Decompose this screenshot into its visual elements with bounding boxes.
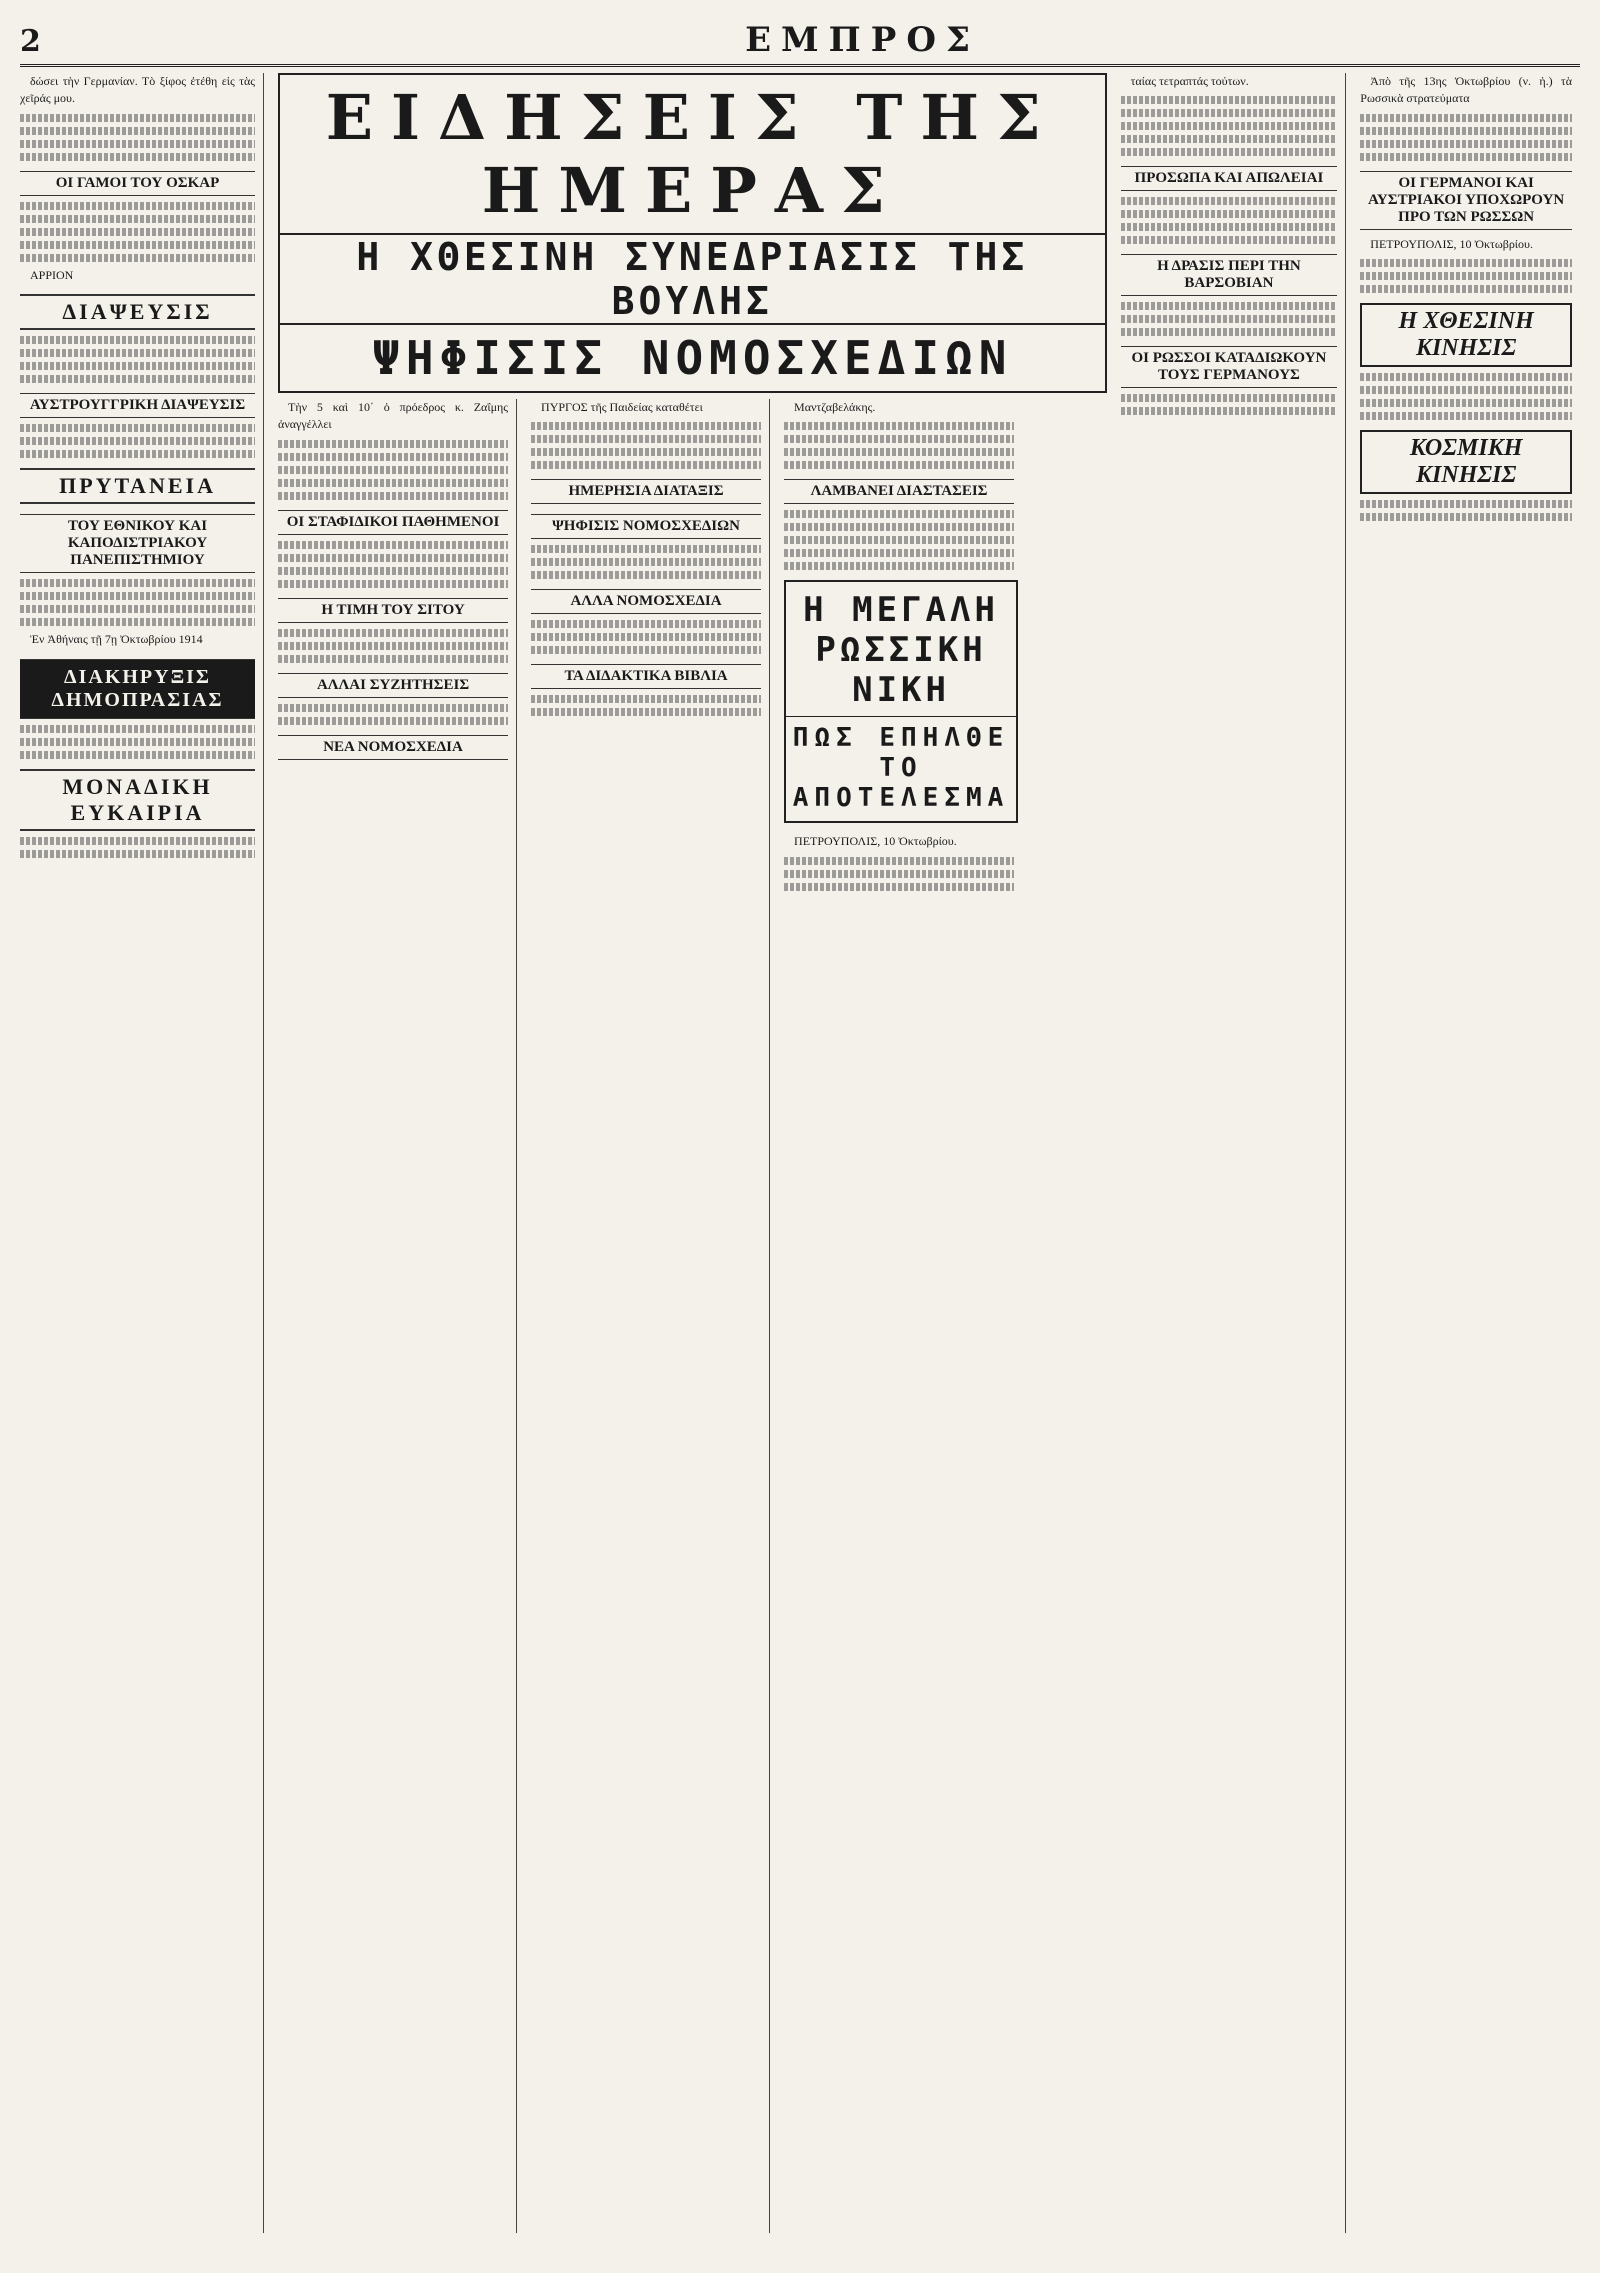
heading: ΔΙΑΚΗΡΥΞΙΣ ΔΗΜΟΠΡΑΣΙΑΣ	[20, 659, 255, 719]
heading: ΤΟΥ ΕΘΝΙΚΟΥ ΚΑΙ ΚΑΠΟΔΙΣΤΡΙΑΚΟΥ ΠΑΝΕΠΙΣΤΗΜΙΟΥ	[20, 514, 255, 573]
heading: ΠΡΟΣΩΠΑ ΚΑΙ ΑΠΩΛΕΙΑΙ	[1121, 166, 1338, 191]
signature: ΑΡΡΙΟΝ	[30, 267, 74, 282]
heading: ΚΟΣΜΙΚΗ ΚΙΝΗΣΙΣ	[1360, 430, 1572, 494]
heading: ΠΡΥΤΑΝΕΙΑ	[20, 468, 255, 504]
running-head	[20, 20, 1580, 67]
heading: Η ΔΡΑΣΙΣ ΠΕΡΙ ΤΗΝ ΒΑΡΣΟΒΙΑΝ	[1121, 254, 1338, 296]
banner-kicker: ΨΗΦΙΣΙΣ ΝΟΜΟΣΧΕΔΙΩΝ	[372, 331, 1013, 385]
heading: ΑΛΛΑΙ ΣΥΖΗΤΗΣΕΙΣ	[278, 673, 508, 698]
heading: ΟΙ ΓΕΡΜΑΝΟΙ ΚΑΙ ΑΥΣΤΡΙΑΚΟΙ ΥΠΟΧΩΡΟΥΝ ΠΡΟ ΤΩΝ ΡΩΣΣΩΝ	[1360, 171, 1572, 230]
article-text: Ἀπὸ τῆς 13ης Ὀκτωβρίου (ν. ἡ.) τὰ Ρωσσικὰ στρατεύματα	[1360, 74, 1572, 106]
inner-columns	[278, 399, 1107, 2233]
banner-subtitle: Η ΧΘΕΣΙΝΗ ΣΥΝΕΔΡΙΑΣΙΣ ΤΗΣ ΒΟΥΛΗΣ	[280, 233, 1105, 325]
heading: ΔΙΑΨΕΥΣΙΣ	[20, 294, 255, 330]
article-text: Τὴν 5 καὶ 10΄ ὁ πρόεδρος κ. Ζαΐμης ἀναγγέλλει	[278, 400, 509, 432]
heading: ΟΙ ΓΑΜΟΙ ΤΟΥ ΟΣΚΑΡ	[20, 171, 255, 196]
page-number: 2	[20, 24, 41, 59]
article-text: Μαντζαβελάκης.	[794, 400, 876, 414]
russia-headline-2: ΠΩΣ ΕΠΗΛΘΕ ΤΟ ΑΠΟΤΕΛΕΣΜΑ	[786, 716, 1016, 813]
heading: ΗΜΕΡΗΣΙΑ ΔΙΑΤΑΞΙΣ	[531, 479, 761, 504]
date-line: Ἐν Ἀθήναις τῇ 7ῃ Ὀκτωβρίου 1914	[30, 632, 203, 647]
banner	[278, 73, 1107, 393]
article-text: ΠΥΡΓΟΣ τῆς Παιδείας καταθέτει	[541, 400, 703, 414]
russia-headline-1: Η ΜΕΓΑΛΗ ΡΩΣΣΙΚΗ ΝΙΚΗ	[803, 590, 999, 711]
column-3	[531, 399, 770, 2233]
column-1	[20, 73, 264, 2233]
masthead: ΕΜΠΡΟΣ	[745, 20, 980, 60]
heading: ΤΑ ΔΙΔΑΚΤΙΚΑ ΒΙΒΛΙΑ	[531, 664, 761, 689]
column-5	[1121, 73, 1347, 2233]
heading: ΟΙ ΡΩΣΣΟΙ ΚΑΤΑΔΙΩΚΟΥΝ ΤΟΥΣ ΓΕΡΜΑΝΟΥΣ	[1121, 346, 1338, 388]
byline: ΠΕΤΡΟΥΠΟΛΙΣ, 10 Ὀκτωβρίου.	[794, 834, 957, 849]
russia-headline	[784, 580, 1018, 823]
column-6	[1360, 73, 1580, 2233]
heading: ΝΕΑ ΝΟΜΟΣΧΕΔΙΑ	[278, 735, 508, 760]
heading: Η ΧΘΕΣΙΝΗ ΚΙΝΗΣΙΣ	[1360, 303, 1572, 367]
column-4	[784, 399, 1022, 2233]
newspaper-page	[20, 20, 1580, 2233]
heading: Η ΤΙΜΗ ΤΟΥ ΣΙΤΟΥ	[278, 598, 508, 623]
heading: ΑΥΣΤΡΟΥΓΓΡΙΚΗ ΔΙΑΨΕΥΣΙΣ	[20, 393, 255, 418]
heading: ΛΑΜΒΑΝΕΙ ΔΙΑΣΤΑΣΕΙΣ	[784, 479, 1014, 504]
heading: ΑΛΛΑ ΝΟΜΟΣΧΕΔΙΑ	[531, 589, 761, 614]
byline: ΠΕΤΡΟΥΠΟΛΙΣ, 10 Ὀκτωβρίου.	[1370, 236, 1533, 251]
heading: ΨΗΦΙΣΙΣ ΝΟΜΟΣΧΕΔΙΩΝ	[531, 514, 761, 539]
banner-title: ΕΙΔΗΣΕΙΣ ΤΗΣ ΗΜΕΡΑΣ	[325, 81, 1059, 227]
heading: ΜΟΝΑΔΙΚΗ ΕΥΚΑΙΡΙΑ	[20, 769, 255, 831]
center-spread	[278, 73, 1107, 2233]
columns	[20, 73, 1580, 2233]
article-text: δώσει τὴν Γερμανίαν. Τὸ ξίφος ἐτέθη εἰς τὰς χεῖράς μου.	[20, 74, 256, 106]
heading: ΟΙ ΣΤΑΦΙΔΙΚΟΙ ΠΑΘΗΜΕΝΟΙ	[278, 510, 508, 535]
column-2	[278, 399, 517, 2233]
article-text: ταίας τετραπτάς τούτων.	[1130, 74, 1249, 88]
